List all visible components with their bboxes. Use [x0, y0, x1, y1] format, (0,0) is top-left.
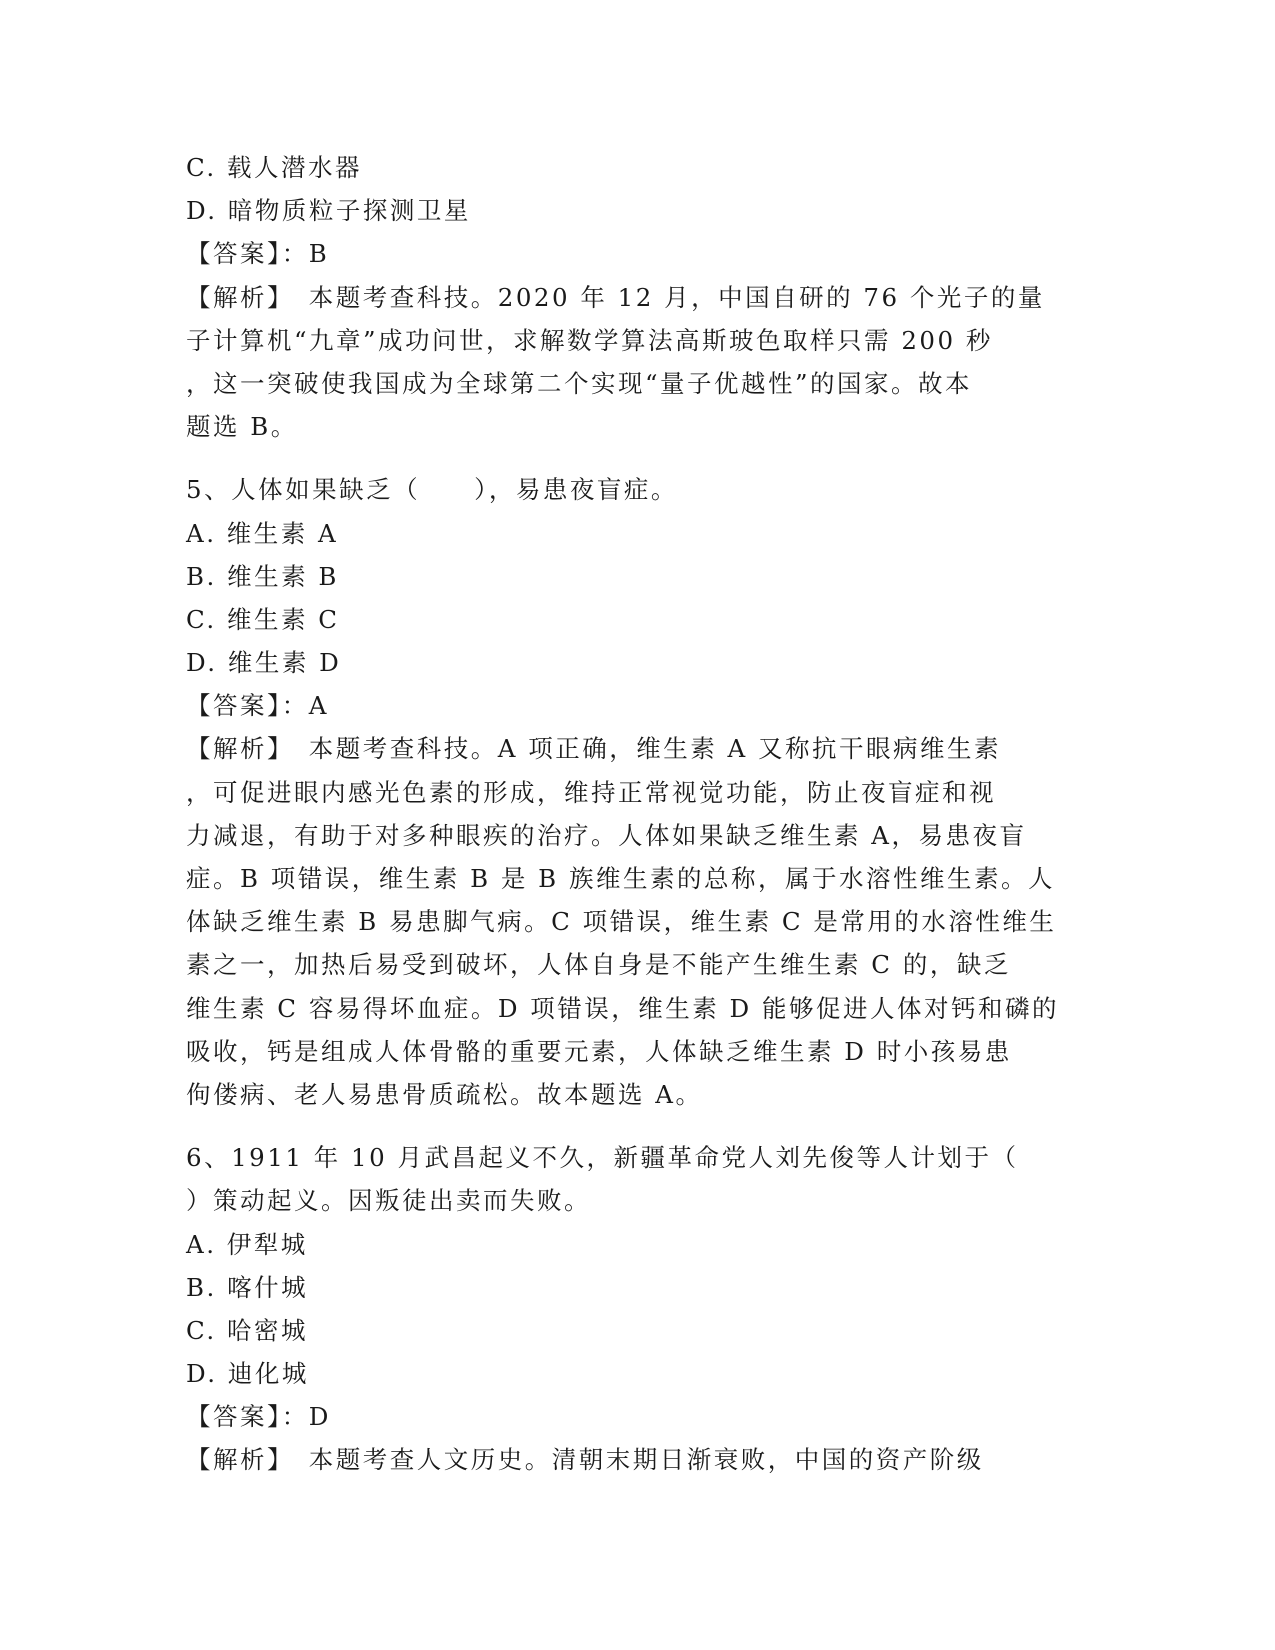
option-c: C. 哈密城: [186, 1315, 308, 1345]
option-d: D. 维生素 D: [186, 648, 342, 678]
analysis-line: 维生素 C 容易得坏血症。D 项错误，维生素 D 能够促进人体对钙和磷的: [186, 993, 1059, 1023]
answer-line: 【答案】：A: [186, 691, 329, 721]
analysis-line: 体缺乏维生素 B 易患脚气病。C 项错误，维生素 C 是常用的水溶性维生: [186, 907, 1057, 937]
analysis-line: 【解析】 本题考查科技。2020 年 12 月，中国自研的 76 个光子的量: [186, 282, 1045, 312]
spacer: [186, 1116, 1086, 1136]
analysis-line: 力减退，有助于对多种眼疾的治疗。人体如果缺乏维生素 A，易患夜盲: [186, 820, 1027, 850]
answer-line: 【答案】：D: [186, 1402, 331, 1432]
option-b: B. 维生素 B: [186, 561, 339, 591]
question-text: 6、1911 年 10 月武昌起义不久，新疆革命党人刘先俊等人计划于（: [186, 1143, 1019, 1173]
analysis-line: ，可促进眼内感光色素的形成，维持正常视觉功能，防止夜盲症和视: [186, 777, 996, 807]
question-4-tail: [186, 146, 1086, 448]
answer-line: 【答案】：B: [186, 239, 330, 269]
document-page: [186, 146, 1086, 1482]
analysis-line: 【解析】 本题考查科技。A 项正确，维生素 A 又称抗干眼病维生素: [186, 734, 1001, 764]
option-d: D. 迪化城: [186, 1359, 309, 1389]
option-a: A. 伊犁城: [186, 1229, 308, 1259]
analysis-line: 症。B 项错误，维生素 B 是 B 族维生素的总称，属于水溶性维生素。人: [186, 864, 1055, 893]
option-a: A. 维生素 A: [186, 518, 339, 548]
analysis-line: 题选 B。: [186, 412, 298, 442]
analysis-line: 子计算机“九章”成功问世，求解数学算法高斯玻色取样只需 200 秒: [186, 325, 993, 355]
analysis-line: 素之一，加热后易受到破坏，人体自身是不能产生维生素 C 的，缺乏: [186, 950, 1011, 980]
question-text: ）策动起义。因叛徒出卖而失败。: [186, 1186, 591, 1216]
analysis-line: ，这一突破使我国成为全球第二个实现“量子优越性”的国家。故本: [186, 368, 973, 398]
option-c: C. 载人潜水器: [186, 153, 362, 182]
analysis-line: 吸收，钙是组成人体骨骼的重要元素，人体缺乏维生素 D 时小孩易患: [186, 1036, 1012, 1066]
spacer: [186, 448, 1086, 468]
option-b: B. 喀什城: [186, 1272, 309, 1302]
analysis-line: 佝偻病、老人易患骨质疏松。故本题选 A。: [186, 1079, 703, 1109]
option-d: D. 暗物质粒子探测卫星: [186, 196, 471, 226]
question-6: [186, 1136, 1086, 1482]
option-c: C. 维生素 C: [186, 604, 340, 634]
analysis-line: 【解析】 本题考查人文历史。清朝末期日渐衰败，中国的资产阶级: [186, 1445, 984, 1475]
question-5: [186, 468, 1086, 1116]
question-text: 5、人体如果缺乏（ ），易患夜盲症。: [186, 475, 678, 505]
